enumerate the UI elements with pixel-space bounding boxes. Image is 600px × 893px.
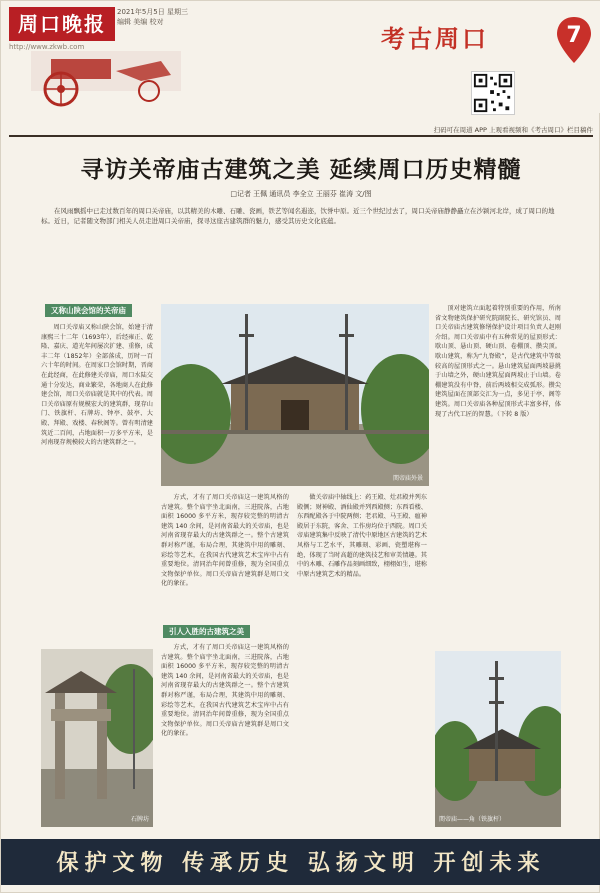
column-2-text: 方式，才有了周口关帝庙这一建筑风格的古建筑。整个庙宇坐北面南，三进院落，占地面积 16000 多平方米，现存较完整的明清古建筑 140 余间，是河南省最大的关帝庙，也是河南省现存最大的古建筑群之一。整个古建筑群对称严谨，布局合理，其建筑中用的雕刻、彩绘等艺术，在我国古代建筑艺术宝库中占有重要地位。清同治年间曾重修，现为全国重点文物保护单位。周口关帝庙古建筑群是周口文化的象征。	[161, 494, 289, 588]
temple-courtyard-photo-icon	[161, 304, 429, 486]
article-headline: 寻访关帝庙古建筑之美 延续周口历史精髓	[80, 156, 522, 183]
masthead-divider	[9, 135, 593, 137]
main-photo	[161, 304, 429, 486]
column-3-text: 做关帝庙中轴线上：药王殿、灶君殿并列东殿侧；财神殿、酒仙殿并列西殿侧；东西看楼、东西配殿各于中院两侧；老君殿、马王殿、瘟神殿居于东院，客舍、工作房均位于西院。周口关帝庙建筑集中反映了清代中原地区古建筑的艺术风格与工艺水平，其雕刻、彩画、瓷塑堪称一绝，体现了当时高超的建筑技艺和审美情趣。其中的木雕、石雕作品刻画细致，栩栩如生，堪称中原古建筑艺术的精品。	[297, 494, 427, 578]
qr-code-icon[interactable]	[471, 71, 515, 115]
page-number: 7	[566, 23, 582, 48]
footer-slogan-band	[1, 839, 600, 885]
iron-flagpole-photo-icon	[435, 651, 561, 827]
article-column-2b	[161, 643, 289, 823]
iron-flagpole-photo	[435, 651, 561, 827]
issue-date: 2021年5月5日 星期三	[117, 8, 188, 16]
article-column-2	[161, 493, 289, 623]
article-byline: □记者 王佩 通讯员 李全立 王丽芬 崔涛 文/图	[230, 190, 372, 198]
iron-flagpole-caption: 関帝庙——角（铁旗杆）	[439, 816, 506, 823]
article-lead: 在风雨飘摇中已走过数百年的周口关帝庙，以其精美的木雕、石雕、瓷画，铁艺等闻名遐迩，饮誉中原。近三个世纪过去了，周口关帝庙静静矗立在沙颍河北岸，成了周口的地标。近日，记者随文物部门相关人员走进周口关帝庙，探寻这座古建筑群的魅力，感受其历史文化底蕴。	[41, 207, 555, 225]
section-heading-2: 引人入胜的古建筑之美	[163, 625, 250, 638]
page-number-badge	[557, 17, 591, 63]
stone-archway-photo-icon	[41, 649, 153, 827]
article-column-3	[297, 493, 427, 823]
chariot-illustration-icon	[21, 41, 181, 111]
column-2b-text: 方式，才有了周口关帝庙这一建筑风格的古建筑。整个庙宇坐北面南，三进院落，占地面积 16000 多平方米，现存较完整的明清古建筑 140 余间，是河南省最大的关帝庙，也是河南省现存最大的古建筑群之一。整个古建筑群对称严谨，布局合理，其建筑中用的雕刻、彩绘等艺术，在我国古代建筑艺术宝库中占有重要地位。清同治年间曾重修，现为全国重点文物保护单位。周口关帝庙古建筑群是周口文化的象征。	[161, 644, 289, 738]
article-column-4	[435, 304, 561, 644]
issue-editors: 编辑 美编 校对	[117, 18, 164, 26]
issue-info	[117, 7, 227, 27]
section-title: 考古周口	[381, 24, 489, 53]
logo-url: http://www.zkwb.com	[9, 43, 85, 51]
newspaper-logo: 周口晚报	[9, 7, 115, 41]
masthead	[1, 1, 600, 113]
column-4-text: 顶对建筑立面起着特别重要的作用，所南省文物建筑保护研究院副院长、研究馆员、周口关帝庙古建筑修缮保护设计项目负责人赵刚介绍。周口关帝庙中有五种常见的屋顶形式：歇山顶、悬山顶、硬山顶、卷棚顶、攒尖顶。歇山建筑，称为“九脊殿”，是古代建筑中等级较高的屋顶形式之一。悬山建筑屋面两坡悬挑于山墙之外，硬山建筑屋面两坡止于山墙。卷棚建筑没有中脊，前后两坡相交成弧形。攒尖建筑屋面在顶部交汇为一点，多见于亭、阁等建筑。周口关帝庙各种屋顶形式丰富多样，体现了古代工匠的智慧。（下转 8 版）	[435, 305, 561, 418]
footer-slogan: 保护文物 传承历史 弘扬文明 开创未来	[56, 850, 546, 876]
stone-archway-photo	[41, 649, 153, 827]
section-heading-1: 又称山陕会馆的关帝庙	[45, 304, 132, 317]
qr-caption: 扫码可在周道 APP 上观看视频和《考古周口》栏目稿件	[433, 126, 593, 134]
column-1-text: 周口关帝庙又称山陕会馆，始建于清康熙三十二年（1693年），后经雍正、乾隆、嘉庆、道光年间屡次扩建、重修，成丰二年（1852年）全部落成，历时一百六十年的时间。在周家口会馆时期，晋商在此经商，在此修建关帝庙，周口水陆交通十分发达，商业繁荣，各地商人在此修建会馆，周口关帝庙就是其中的代表。周口关帝庙原有规模宏大的建筑群，现存山门、铁旗杆、石牌坊、钟亭、鼓亭、大殿、拜殿、戏楼、春秋阁等。曾有明清建筑近二百间，占地面积一万多平方米，是河南现存规模较大的古建筑群之一。	[41, 324, 153, 447]
main-photo-caption: 関帝庙外景	[392, 475, 423, 482]
article-column-1	[41, 323, 153, 643]
stone-archway-caption: 石牌坊	[130, 816, 149, 823]
